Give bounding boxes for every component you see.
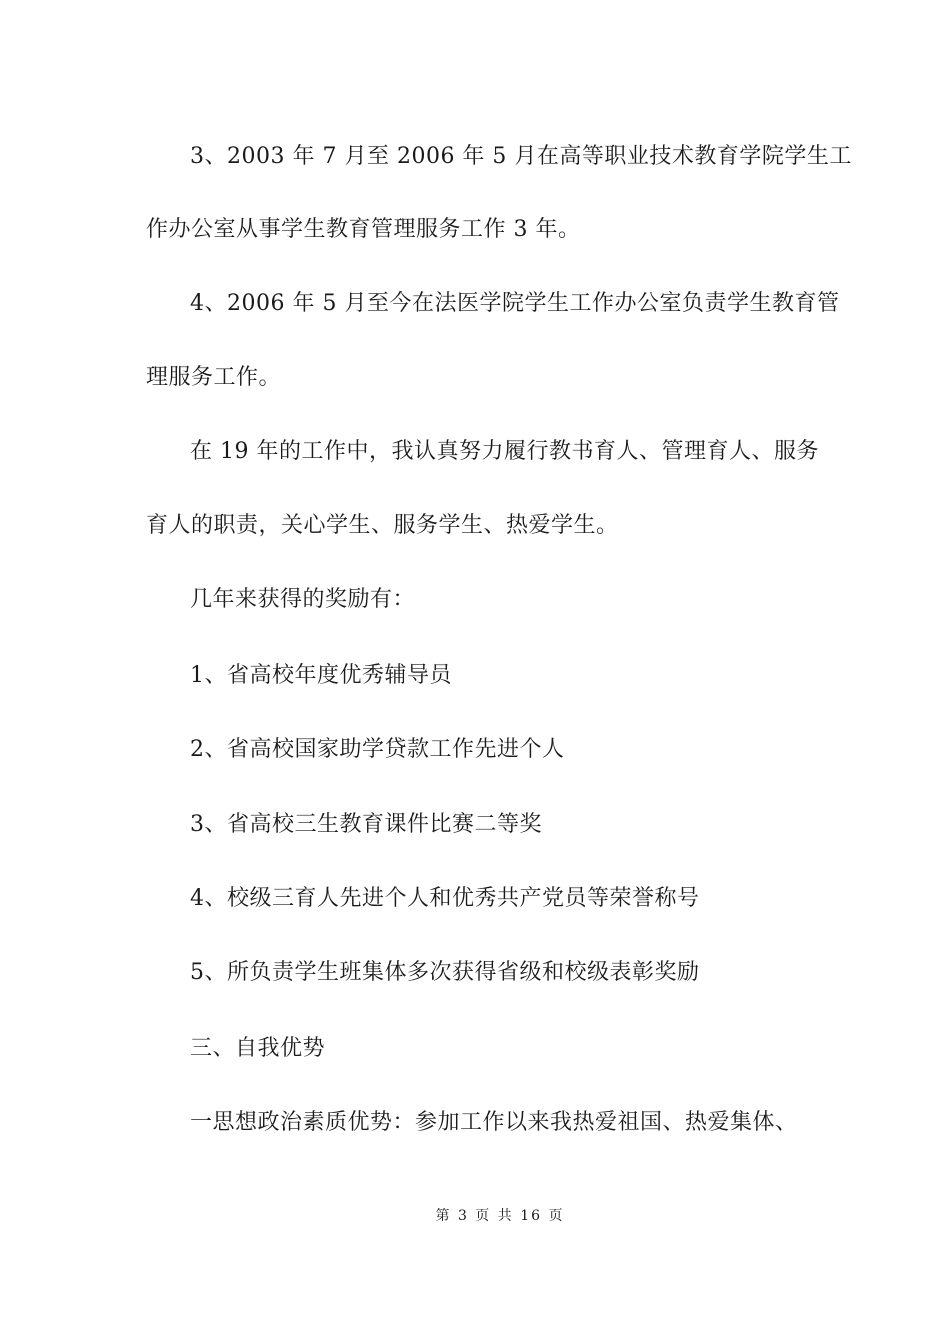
paragraph-line: 4、2006 年 5 月至今在法医学院学生工作办公室负责学生教育管 — [190, 291, 840, 316]
paragraph-line: 理服务工作。 — [146, 365, 282, 390]
list-item: 4、校级三育人先进个人和优秀共产党员等荣誉称号 — [190, 886, 700, 911]
paragraph-line: 作办公室从事学生教育管理服务工作 3 年。 — [146, 217, 581, 242]
paragraph-line: 3、2003 年 7 月至 2006 年 5 月在高等职业技术教育学院学生工 — [190, 144, 852, 169]
page-footer: 第 3 页 共 16 页 — [435, 1208, 565, 1224]
paragraph-line: 几年来获得的奖励有： — [190, 587, 416, 612]
list-item: 2、省高校国家助学贷款工作先进个人 — [190, 737, 565, 762]
list-item: 3、省高校三生教育课件比赛二等奖 — [190, 812, 542, 837]
list-item: 1、省高校年度优秀辅导员 — [190, 663, 452, 688]
paragraph-line: 一思想政治素质优势：参加工作以来我热爱祖国、热爱集体、 — [190, 1110, 798, 1135]
paragraph-line: 在 19 年的工作中，我认真努力履行教书育人、管理育人、服务 — [190, 439, 819, 464]
section-heading: 三、自我优势 — [190, 1036, 326, 1061]
paragraph-line: 育人的职责，关心学生、服务学生、热爱学生。 — [146, 513, 619, 538]
list-item: 5、所负责学生班集体多次获得省级和校级表彰奖励 — [190, 960, 700, 985]
